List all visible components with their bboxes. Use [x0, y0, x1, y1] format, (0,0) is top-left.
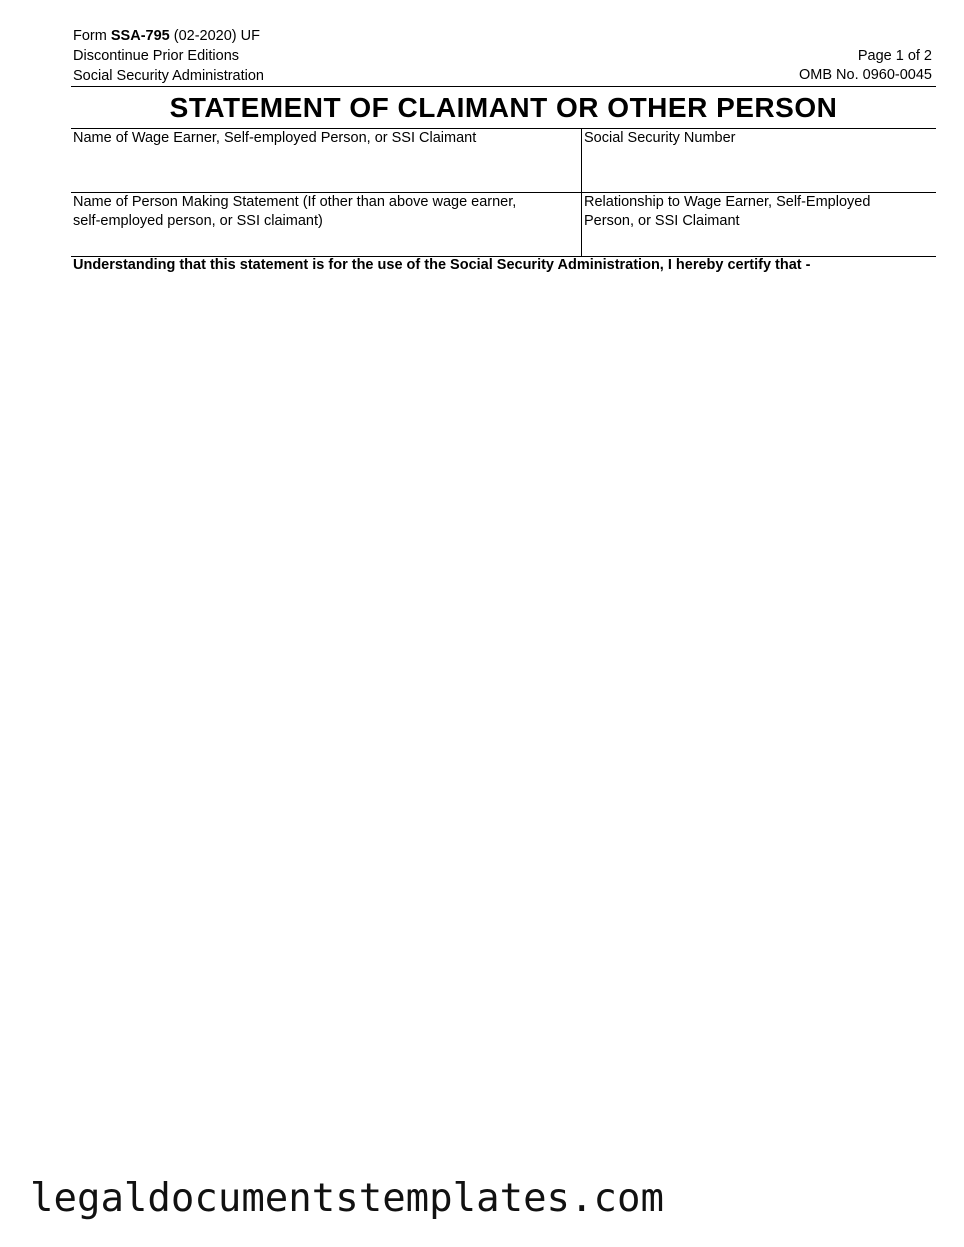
statement-text-area[interactable]: [71, 280, 936, 1160]
certification-statement: Understanding that this statement is for the use of the Social Security Administration, I hereby certify that -: [73, 257, 811, 273]
relationship-label-line1: Relationship to Wage Earner, Self-Employed: [584, 194, 871, 210]
page-number: Page 1 of 2: [857, 48, 932, 64]
agency-name: Social Security Administration: [73, 68, 264, 84]
relationship-label-line2: Person, or SSI Claimant: [584, 213, 740, 229]
form-revision: (02-2020) UF: [173, 28, 260, 44]
page-title: STATEMENT OF CLAIMANT OR OTHER PERSON: [169, 92, 838, 123]
form-prefix: Form: [73, 28, 107, 44]
ssn-label: Social Security Number: [584, 130, 736, 146]
form-number: SSA-795: [110, 28, 170, 44]
watermark-text: legaldocumentstemplates.com: [30, 1176, 664, 1221]
form-identification: [73, 26, 264, 86]
row1-column-divider: [581, 128, 582, 192]
discontinue-notice: Discontinue Prior Editions: [73, 48, 240, 64]
statement-person-label-line2: self-employed person, or SSI claimant): [73, 213, 323, 229]
statement-person-label-line1: Name of Person Making Statement (If other than above wage earner,: [73, 194, 517, 210]
wage-earner-name-label: Name of Wage Earner, Self-employed Person, or SSI Claimant: [73, 130, 477, 146]
relationship-label: [584, 193, 870, 231]
page-info: [799, 47, 932, 85]
omb-number: OMB No. 0960-0045: [799, 67, 932, 83]
statement-person-label: [73, 193, 516, 231]
header-divider: [71, 86, 936, 87]
form-number-line: [73, 26, 264, 46]
row2-column-divider: [581, 192, 582, 256]
